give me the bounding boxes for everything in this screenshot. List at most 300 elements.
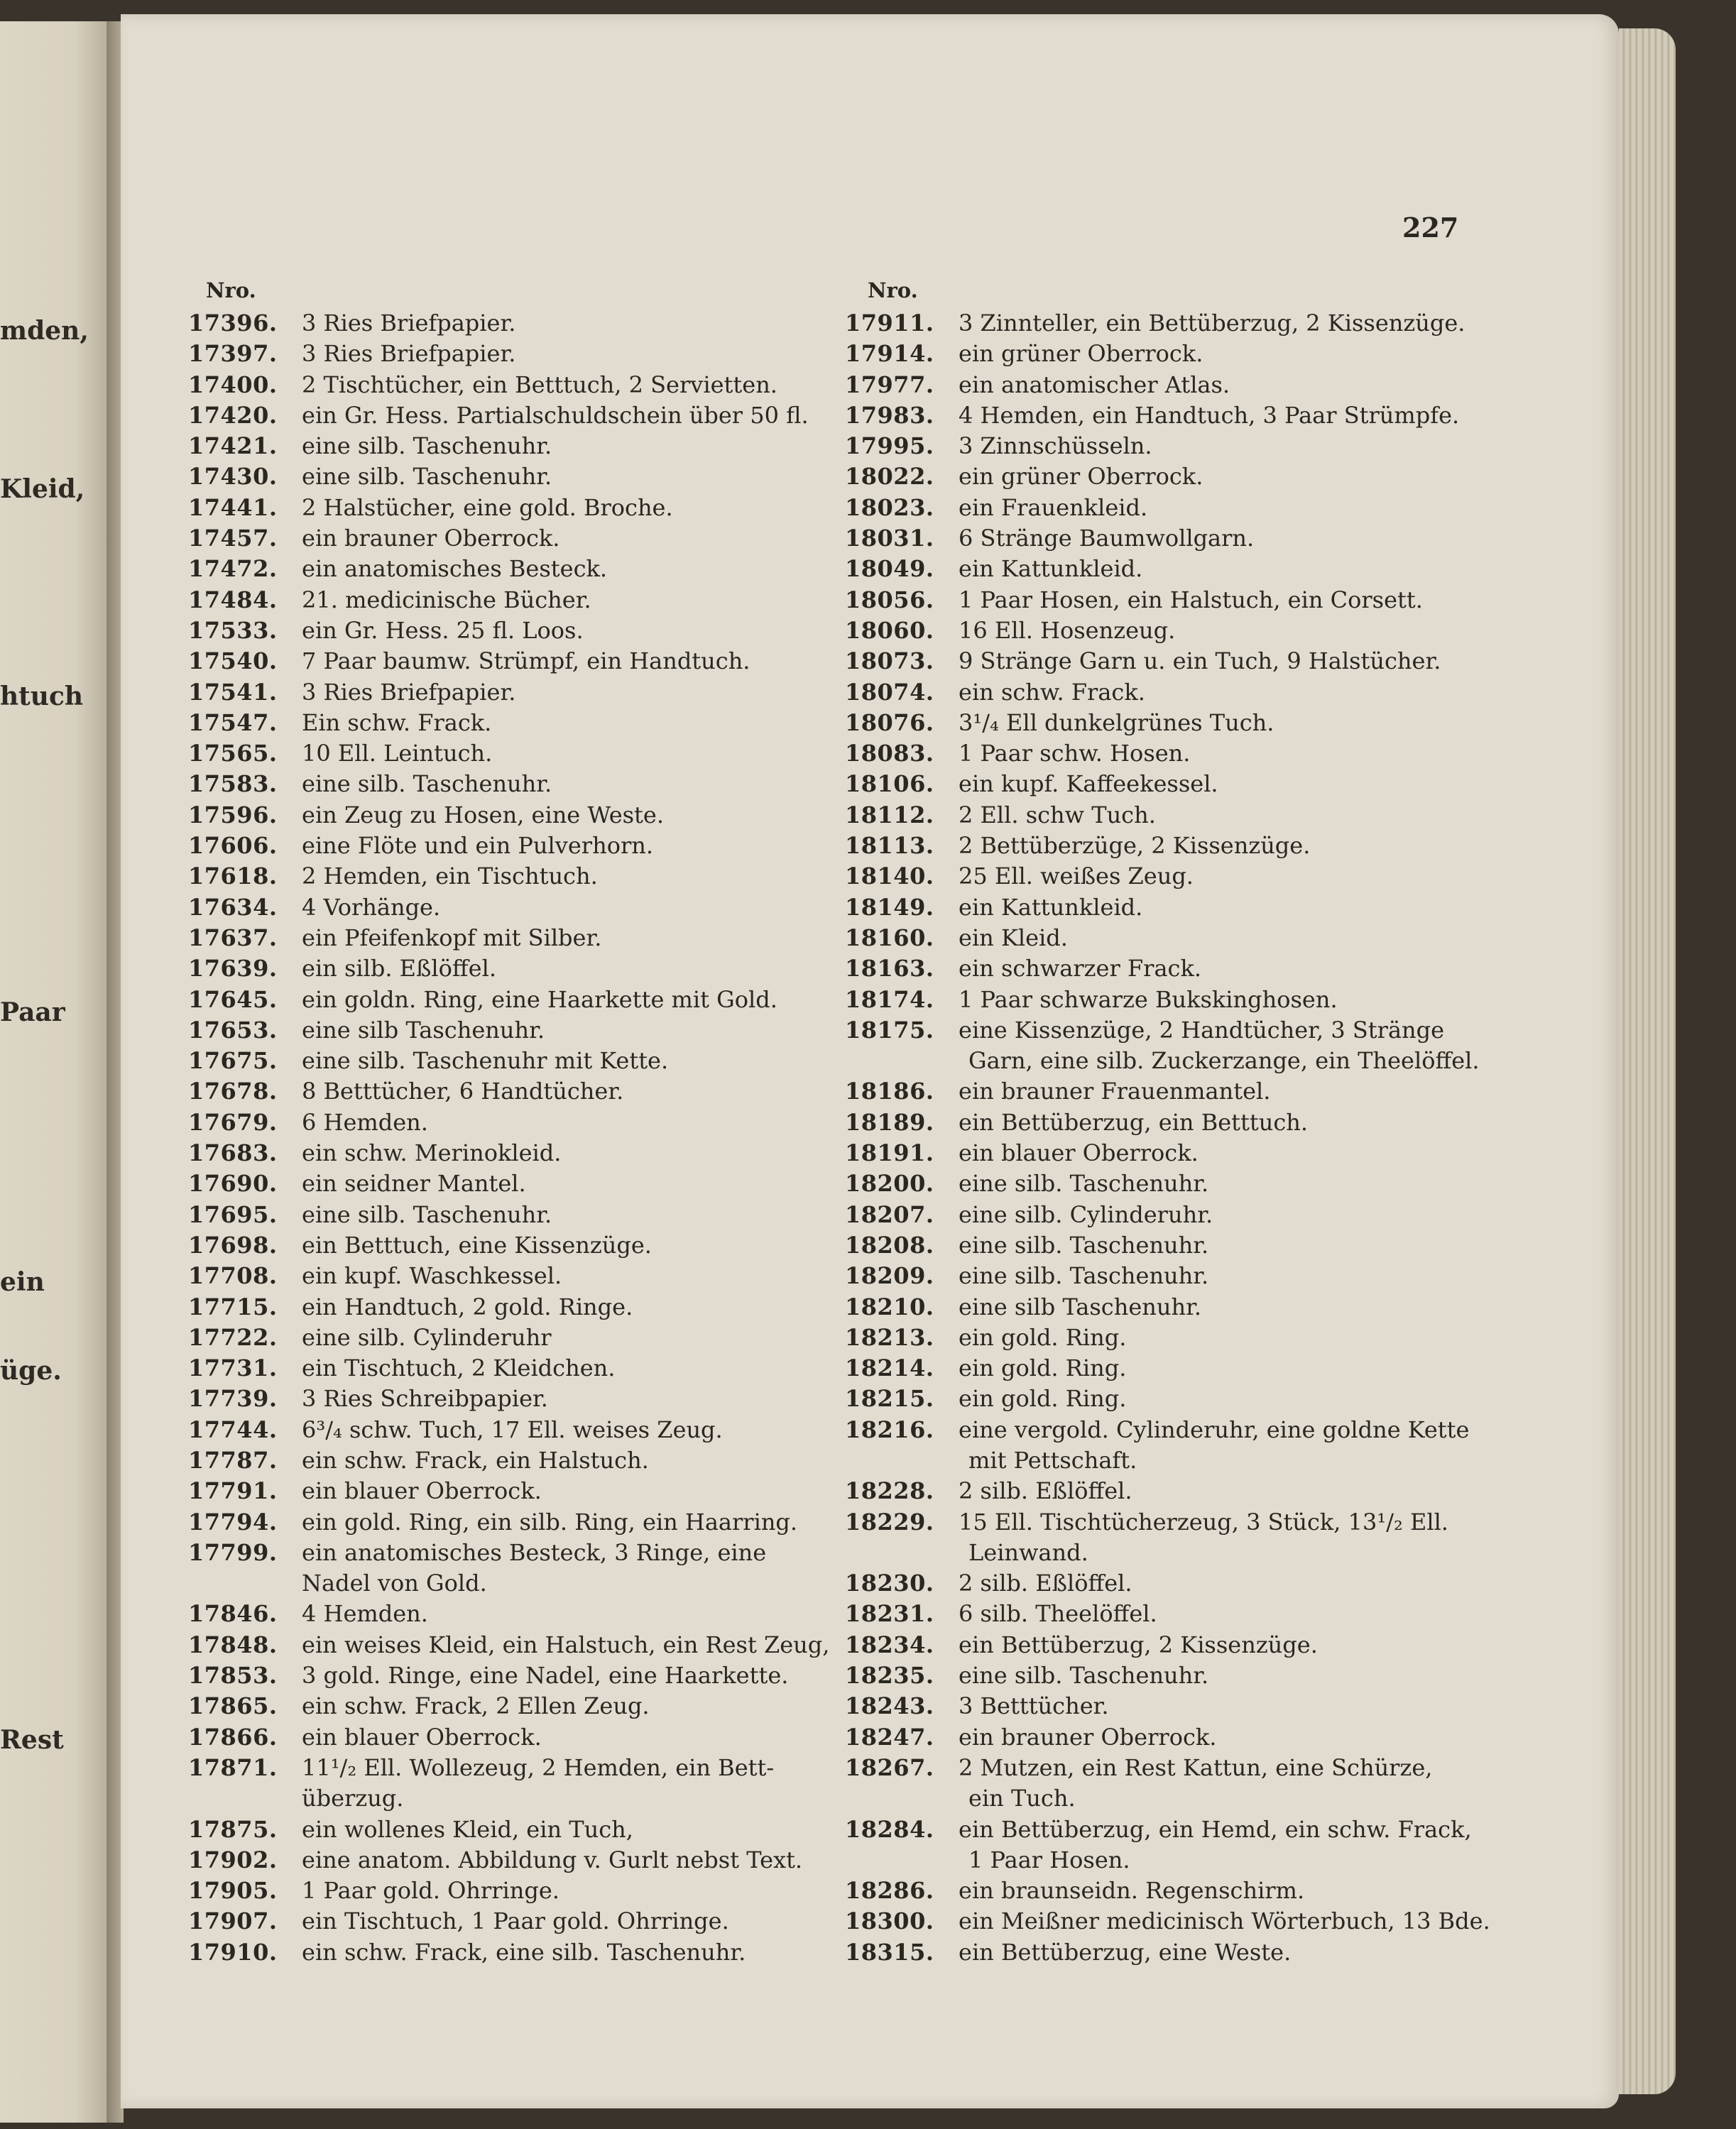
entry-number: 17902.: [188, 1846, 278, 1873]
entry-description: [302, 1292, 834, 1323]
entry-description-line: ein Kattunkleid.: [959, 555, 1143, 583]
entry-number: 18213.: [845, 1323, 934, 1351]
entry-number: 18229.: [845, 1508, 934, 1536]
entry-description: [959, 1507, 1598, 1569]
entry-number: 17618.: [188, 863, 278, 890]
entry-description: [302, 585, 834, 615]
entry-description: [302, 1384, 834, 1414]
entry-description-line: 3 Zinnschüsseln.: [959, 432, 1152, 460]
entry-description-line: ein Handtuch, 2 gold. Ringe.: [302, 1293, 633, 1320]
entry-description-line: ein Tuch.: [968, 1785, 1076, 1812]
entry-number: 18216.: [845, 1416, 934, 1443]
entry-description: [302, 1660, 834, 1691]
entry-description: [959, 708, 1598, 738]
entry-description-line: ein grüner Oberrock.: [959, 463, 1203, 491]
entry-description: [302, 1169, 834, 1199]
entry-description: [302, 493, 834, 523]
entry-description-line: ein blauer Oberrock.: [302, 1477, 542, 1505]
previous-page-text-fragment: mden,: [0, 316, 89, 346]
entry-description: [959, 1599, 1598, 1629]
entry-description-line: eine Flöte und ein Pulverhorn.: [302, 832, 654, 860]
entry-description: [302, 985, 834, 1015]
entry-number: 18189.: [845, 1108, 934, 1136]
entry-description-line: 10 Ell. Leintuch.: [302, 740, 493, 767]
entry-description: [959, 1691, 1598, 1722]
entry-description-line: 9 Stränge Garn u. ein Tuch, 9 Halstücher.: [959, 647, 1441, 675]
entry-description: [302, 1937, 834, 1968]
entry-number: 18186.: [845, 1078, 934, 1105]
entry-description-line: ein Gr. Hess. Partialschuldschein über 50 fl.: [302, 401, 809, 429]
entry-number: 17441.: [188, 493, 278, 521]
entry-description-line: ein gold. Ring.: [959, 1354, 1127, 1382]
entry-description-line: 2 Bettüberzüge, 2 Kissenzüge.: [959, 832, 1311, 860]
entry-description-line: eine anatom. Abbildung v. Gurlt nebst Text.: [302, 1846, 803, 1873]
entry-description: [959, 1568, 1598, 1599]
entry-description: [302, 1476, 834, 1506]
entry-description: [302, 1507, 834, 1538]
entry-description: [959, 923, 1598, 953]
page-number: 227: [1402, 212, 1459, 243]
entry-description: [302, 308, 834, 339]
entry-number: 17846.: [188, 1600, 278, 1628]
entry-description: [302, 1599, 834, 1629]
previous-page-text-fragment: ein: [0, 1267, 45, 1297]
entry-description: [959, 1230, 1598, 1261]
entry-description: [302, 1722, 834, 1753]
entry-description: [302, 1876, 834, 1906]
entry-description: [959, 461, 1598, 492]
entry-description: [302, 1200, 834, 1230]
entry-description-line: 1 Paar schw. Hosen.: [959, 740, 1191, 767]
entry-description-line: ein goldn. Ring, eine Haarkette mit Gold.: [302, 985, 777, 1013]
entry-number: 18022.: [845, 463, 934, 491]
entry-number: 17911.: [845, 310, 934, 336]
entry-description: [302, 1230, 834, 1261]
entry-number: 18060.: [845, 616, 934, 644]
entry-description-line: ein Meißner medicinisch Wörterbuch, 13 Bde.: [959, 1908, 1490, 1935]
entry-description: [959, 831, 1598, 861]
entry-number: 17653.: [188, 1016, 278, 1044]
entry-description-line: ein gold. Ring, ein silb. Ring, ein Haarring.: [302, 1508, 798, 1536]
entry-number: 17683.: [188, 1139, 278, 1167]
entry-number: 18208.: [845, 1231, 934, 1259]
entry-number: 17637.: [188, 924, 278, 951]
entry-description: [959, 1937, 1598, 1968]
entry-description-line: 3 Ries Schreibpapier.: [302, 1385, 548, 1413]
entry-number: 18231.: [845, 1600, 934, 1628]
entry-number: 17541.: [188, 678, 278, 706]
entry-description: [959, 677, 1598, 708]
page-edges: [1619, 28, 1676, 2094]
previous-page-text-fragment: Kleid,: [0, 474, 85, 504]
entry-description: [302, 1107, 834, 1138]
entry-number: 18174.: [845, 985, 934, 1013]
entry-description-line: eine silb Taschenuhr.: [302, 1016, 545, 1044]
entry-description-line: 3¹/₄ Ell dunkelgrünes Tuch.: [959, 708, 1274, 736]
entry-description-line: eine silb. Taschenuhr.: [302, 432, 552, 460]
entry-number: 17794.: [188, 1508, 278, 1536]
entry-description: [959, 985, 1598, 1015]
entry-number: 17905.: [188, 1877, 278, 1905]
entry-description-line: ein Zeug zu Hosen, eine Weste.: [302, 801, 665, 828]
entry-description-line: eine silb. Taschenuhr.: [959, 1231, 1209, 1259]
entry-description: [959, 554, 1598, 584]
entry-description: [302, 1845, 834, 1876]
entry-description: [302, 1076, 834, 1107]
entry-number: 17690.: [188, 1170, 278, 1198]
entry-number: 17533.: [188, 616, 278, 644]
entry-description: [302, 523, 834, 554]
entry-description-line: ein kupf. Waschkessel.: [302, 1262, 562, 1290]
entry-description: [302, 1538, 834, 1599]
entry-description: [959, 1169, 1598, 1199]
entry-number: 18074.: [845, 678, 934, 706]
entry-description: [302, 1353, 834, 1384]
entry-description: [959, 646, 1598, 677]
entry-number: 17715.: [188, 1293, 278, 1320]
entry-number: 17875.: [188, 1815, 278, 1843]
previous-page-text-fragment: Paar: [0, 997, 65, 1027]
entry-description-line: überzug.: [302, 1785, 404, 1812]
entry-description-line: 3 Ries Briefpapier.: [302, 340, 516, 368]
entry-description: [959, 892, 1598, 923]
entry-description-line: eine silb. Taschenuhr.: [959, 1170, 1209, 1198]
entry-number: 17472.: [188, 555, 278, 583]
entry-description: [302, 1445, 834, 1476]
column-header-left: Nro.: [206, 278, 256, 302]
entry-number: 17791.: [188, 1477, 278, 1505]
entry-number: 17744.: [188, 1416, 278, 1443]
entry-description: [959, 1476, 1598, 1506]
entry-description: [302, 1753, 834, 1815]
entry-description-line: 2 silb. Eßlöffel.: [959, 1570, 1132, 1597]
entry-description-line: 11¹/₂ Ell. Wollezeug, 2 Hemden, ein Bett-: [302, 1753, 775, 1781]
entry-description: [959, 1261, 1598, 1291]
entry-number: 17565.: [188, 740, 278, 767]
entry-description-line: ein Frauenkleid.: [959, 493, 1148, 521]
entry-number: 18175.: [845, 1016, 934, 1044]
entry-description: [959, 339, 1598, 369]
entry-description-line: 1 Paar Hosen.: [968, 1846, 1130, 1873]
entry-description: [302, 738, 834, 769]
entry-description-line: ein schw. Frack, 2 Ellen Zeug.: [302, 1692, 650, 1720]
entry-description: [302, 892, 834, 923]
entry-description: [302, 1261, 834, 1291]
entry-description: [302, 708, 834, 738]
entry-description: [959, 1876, 1598, 1906]
entry-description: [959, 308, 1598, 339]
entry-description: [959, 615, 1598, 646]
entry-description: [302, 1630, 834, 1660]
entry-description-line: 2 Halstücher, eine gold. Broche.: [302, 493, 673, 521]
entry-description-line: ein schw. Frack.: [959, 678, 1145, 706]
entry-description-line: eine silb Taschenuhr.: [959, 1293, 1202, 1320]
entry-description: [302, 1815, 834, 1845]
entry-number: 17540.: [188, 647, 278, 675]
entry-description-line: ein wollenes Kleid, ein Tuch,: [302, 1815, 633, 1843]
entry-description-line: 2 Mutzen, ein Rest Kattun, eine Schürze,: [959, 1753, 1433, 1781]
entry-number: 17983.: [845, 401, 934, 429]
entry-description: [302, 646, 834, 677]
entry-number: 17787.: [188, 1446, 278, 1474]
entry-description: [302, 461, 834, 492]
entry-description-line: Nadel von Gold.: [302, 1570, 487, 1597]
entry-number: 18315.: [845, 1938, 934, 1966]
entry-description: [959, 400, 1598, 431]
previous-page-text-fragment: htuch: [0, 682, 84, 711]
entry-description-line: Garn, eine silb. Zuckerzange, ein Theelöffel.: [968, 1047, 1480, 1075]
entry-description: [959, 431, 1598, 461]
entry-number: 18234.: [845, 1631, 934, 1658]
entry-number: 17583.: [188, 770, 278, 798]
entry-number: 17397.: [188, 340, 278, 368]
entry-description-line: ein schwarzer Frack.: [959, 955, 1201, 983]
entry-description: [959, 1353, 1598, 1384]
entry-number: 18031.: [845, 525, 934, 552]
entry-description: [302, 1323, 834, 1353]
entry-description-line: eine vergold. Cylinderuhr, eine goldne Kette: [959, 1416, 1470, 1443]
entry-description-line: ein brauner Frauenmantel.: [959, 1078, 1271, 1105]
entry-description: [959, 738, 1598, 769]
entry-description: [959, 1107, 1598, 1138]
previous-page-text-fragment: Rest: [0, 1725, 64, 1755]
entry-number: 18286.: [845, 1877, 934, 1905]
entry-description-line: 6³/₄ schw. Tuch, 17 Ell. weises Zeug.: [302, 1416, 723, 1443]
entry-description-line: ein Bettüberzug, 2 Kissenzüge.: [959, 1631, 1318, 1658]
entry-description-line: 3 gold. Ringe, eine Nadel, eine Haarkette.: [302, 1662, 789, 1690]
entry-description: [959, 523, 1598, 554]
entry-description-line: 2 Hemden, ein Tischtuch.: [302, 863, 598, 890]
entry-description-line: 1 Paar Hosen, ein Halstuch, ein Corsett.: [959, 586, 1423, 613]
entry-description: [302, 1015, 834, 1046]
entry-description: [302, 953, 834, 984]
entry-number: 17484.: [188, 586, 278, 613]
entry-number: 17871.: [188, 1753, 278, 1781]
entry-description-line: Leinwand.: [968, 1538, 1088, 1566]
entry-description: [959, 861, 1598, 892]
entry-number: 18247.: [845, 1723, 934, 1751]
entry-description: [959, 1906, 1598, 1937]
entry-description: [302, 554, 834, 584]
entry-description-line: ein anatomisches Besteck.: [302, 555, 608, 583]
entry-number: 17430.: [188, 463, 278, 491]
entry-description-line: ein schw. Frack, ein Halstuch.: [302, 1446, 649, 1474]
entry-description-line: 2 silb. Eßlöffel.: [959, 1477, 1132, 1505]
entry-description: [302, 1906, 834, 1937]
entry-description-line: 21. medicinische Bücher.: [302, 586, 591, 613]
entry-number: 18083.: [845, 740, 934, 767]
entry-number: 17848.: [188, 1631, 278, 1658]
entry-number: 18140.: [845, 863, 934, 890]
entry-description: [302, 677, 834, 708]
entry-number: 18210.: [845, 1293, 934, 1320]
entry-description-line: ein Tischtuch, 2 Kleidchen.: [302, 1354, 616, 1382]
entry-number: 17639.: [188, 955, 278, 983]
entry-description-line: ein blauer Oberrock.: [959, 1139, 1199, 1167]
entry-description-line: eine silb. Cylinderuhr: [302, 1323, 552, 1351]
entry-description-line: 3 Ries Briefpapier.: [302, 310, 516, 336]
entry-number: 17679.: [188, 1108, 278, 1136]
column-header-right: Nro.: [868, 278, 918, 302]
entry-description-line: 3 Zinnteller, ein Bettüberzug, 2 Kissenzüge.: [959, 310, 1465, 336]
entry-number: 18073.: [845, 647, 934, 675]
entry-description-line: ein Betttuch, eine Kissenzüge.: [302, 1231, 652, 1259]
entry-description-line: 25 Ell. weißes Zeug.: [959, 863, 1194, 890]
entry-description-line: eine silb. Taschenuhr.: [302, 463, 552, 491]
entry-description-line: ein Bettüberzug, eine Weste.: [959, 1938, 1292, 1966]
entry-number: 18207.: [845, 1200, 934, 1228]
entry-description: [959, 370, 1598, 400]
entry-description-line: 3 Ries Briefpapier.: [302, 678, 516, 706]
entry-description: [302, 1046, 834, 1076]
entry-description-line: 15 Ell. Tischtücherzeug, 3 Stück, 13¹/₂ Ell.: [959, 1508, 1448, 1536]
entry-number: 17914.: [845, 340, 934, 368]
entry-description-line: ein schw. Merinokleid.: [302, 1139, 562, 1167]
entry-number: 18300.: [845, 1908, 934, 1935]
entry-description-line: 6 Stränge Baumwollgarn.: [959, 525, 1255, 552]
entry-description-line: 3 Betttücher.: [959, 1692, 1109, 1720]
entry-number: 18112.: [845, 801, 934, 828]
entry-description: [959, 953, 1598, 984]
entry-description-line: ein anatomisches Besteck, 3 Ringe, eine: [302, 1538, 767, 1566]
entry-description-line: 1 Paar schwarze Bukskinghosen.: [959, 985, 1338, 1013]
entry-description-line: ein brauner Oberrock.: [959, 1723, 1217, 1751]
entry-number: 17907.: [188, 1908, 278, 1935]
entry-description-line: ein Kleid.: [959, 924, 1068, 951]
entry-number: 17995.: [845, 432, 934, 460]
entry-number: 17731.: [188, 1354, 278, 1382]
entry-description-line: 16 Ell. Hosenzeug.: [959, 616, 1176, 644]
entry-number: 18267.: [845, 1753, 934, 1781]
entry-description-line: 4 Hemden, ein Handtuch, 3 Paar Strümpfe.: [959, 401, 1460, 429]
entry-description-line: ein braunseidn. Regenschirm.: [959, 1877, 1305, 1905]
entry-description-line: ein gold. Ring.: [959, 1323, 1127, 1351]
entry-number: 17910.: [188, 1938, 278, 1966]
entry-description: [302, 615, 834, 646]
entry-number: 18200.: [845, 1170, 934, 1198]
entry-description-line: mit Pettschaft.: [968, 1446, 1137, 1474]
entry-description: [302, 861, 834, 892]
entry-number: 18284.: [845, 1815, 934, 1843]
entry-description-line: ein Tischtuch, 1 Paar gold. Ohrringe.: [302, 1908, 729, 1935]
entry-number: 17645.: [188, 985, 278, 1013]
entry-description-line: ein gold. Ring.: [959, 1385, 1127, 1413]
entry-description-line: ein kupf. Kaffeekessel.: [959, 770, 1218, 798]
entry-description: [302, 1415, 834, 1445]
entry-description-line: ein brauner Oberrock.: [302, 525, 560, 552]
entry-number: 17853.: [188, 1662, 278, 1690]
entry-number: 18230.: [845, 1570, 934, 1597]
entry-description: [959, 800, 1598, 831]
entry-description-line: ein silb. Eßlöffel.: [302, 955, 496, 983]
entry-description: [302, 370, 834, 400]
entry-number: 17695.: [188, 1200, 278, 1228]
entry-description: [959, 585, 1598, 615]
entry-description-line: ein anatomischer Atlas.: [959, 371, 1230, 398]
entry-number: 17400.: [188, 371, 278, 398]
entry-description-line: ein Pfeifenkopf mit Silber.: [302, 924, 602, 951]
entry-description-line: eine silb. Taschenuhr mit Kette.: [302, 1047, 669, 1075]
entry-description-line: eine silb. Taschenuhr.: [302, 1200, 552, 1228]
entry-number: 17678.: [188, 1078, 278, 1105]
entry-description-line: 4 Hemden.: [302, 1600, 428, 1628]
entry-number: 18149.: [845, 893, 934, 921]
entry-description-line: ein weises Kleid, ein Halstuch, ein Rest Zeug,: [302, 1631, 830, 1658]
entry-number: 17799.: [188, 1538, 278, 1566]
entry-description: [302, 339, 834, 369]
entry-description: [302, 1691, 834, 1722]
entry-description-line: 1 Paar gold. Ohrringe.: [302, 1877, 559, 1905]
entry-number: 18106.: [845, 770, 934, 798]
entry-description: [302, 831, 834, 861]
entry-description: [959, 1753, 1598, 1815]
entry-description-line: 4 Vorhänge.: [302, 893, 441, 921]
entry-number: 17722.: [188, 1323, 278, 1351]
entry-number: 17866.: [188, 1723, 278, 1751]
entry-number: 17457.: [188, 525, 278, 552]
entry-number: 17675.: [188, 1047, 278, 1075]
entry-number: 18056.: [845, 586, 934, 613]
entry-number: 17708.: [188, 1262, 278, 1290]
entry-description: [959, 1722, 1598, 1753]
entry-number: 18163.: [845, 955, 934, 983]
entry-description: [959, 1015, 1598, 1077]
entry-description-line: ein Bettüberzug, ein Betttuch.: [959, 1108, 1309, 1136]
entry-number: 17596.: [188, 801, 278, 828]
entry-number: 18076.: [845, 708, 934, 736]
entry-description-line: ein grüner Oberrock.: [959, 340, 1203, 368]
entry-description: [302, 769, 834, 799]
entry-description: [959, 1323, 1598, 1353]
entry-description-line: ein Kattunkleid.: [959, 893, 1143, 921]
entry-description-line: ein schw. Frack, eine silb. Taschenuhr.: [302, 1938, 746, 1966]
entry-number: 18191.: [845, 1139, 934, 1167]
entry-description-line: ein Bettüberzug, ein Hemd, ein schw. Frack,: [959, 1815, 1472, 1843]
entry-description: [959, 493, 1598, 523]
entry-description: [959, 1138, 1598, 1169]
entry-description: [959, 1292, 1598, 1323]
entry-description: [959, 1630, 1598, 1660]
entry-description: [959, 1076, 1598, 1107]
entry-description-line: 8 Betttücher, 6 Handtücher.: [302, 1078, 624, 1105]
entry-description-line: Ein schw. Frack.: [302, 708, 492, 736]
entry-description: [302, 923, 834, 953]
entry-description: [302, 800, 834, 831]
entry-description-line: 6 Hemden.: [302, 1108, 428, 1136]
entry-number: 17420.: [188, 401, 278, 429]
entry-description-line: eine silb. Cylinderuhr.: [959, 1200, 1213, 1228]
entry-number: 17977.: [845, 371, 934, 398]
previous-page-edge: [0, 21, 107, 2123]
entry-number: 18113.: [845, 832, 934, 860]
entry-description: [959, 1660, 1598, 1691]
entry-number: 18228.: [845, 1477, 934, 1505]
entry-number: 18209.: [845, 1262, 934, 1290]
entry-description-line: eine silb. Taschenuhr.: [959, 1662, 1209, 1690]
entry-description-line: 2 Tischtücher, ein Betttuch, 2 Servietten.: [302, 371, 777, 398]
entry-number: 17739.: [188, 1385, 278, 1413]
entry-number: 18235.: [845, 1662, 934, 1690]
entry-description-line: eine silb. Taschenuhr.: [302, 770, 552, 798]
entry-description: [302, 1138, 834, 1169]
entry-description: [959, 1415, 1598, 1477]
entry-description: [959, 1200, 1598, 1230]
entry-description-line: ein blauer Oberrock.: [302, 1723, 542, 1751]
entry-description: [302, 400, 834, 431]
entry-description-line: eine Kissenzüge, 2 Handtücher, 3 Stränge: [959, 1016, 1445, 1044]
entry-description-line: ein seidner Mantel.: [302, 1170, 526, 1198]
entry-description: [302, 431, 834, 461]
